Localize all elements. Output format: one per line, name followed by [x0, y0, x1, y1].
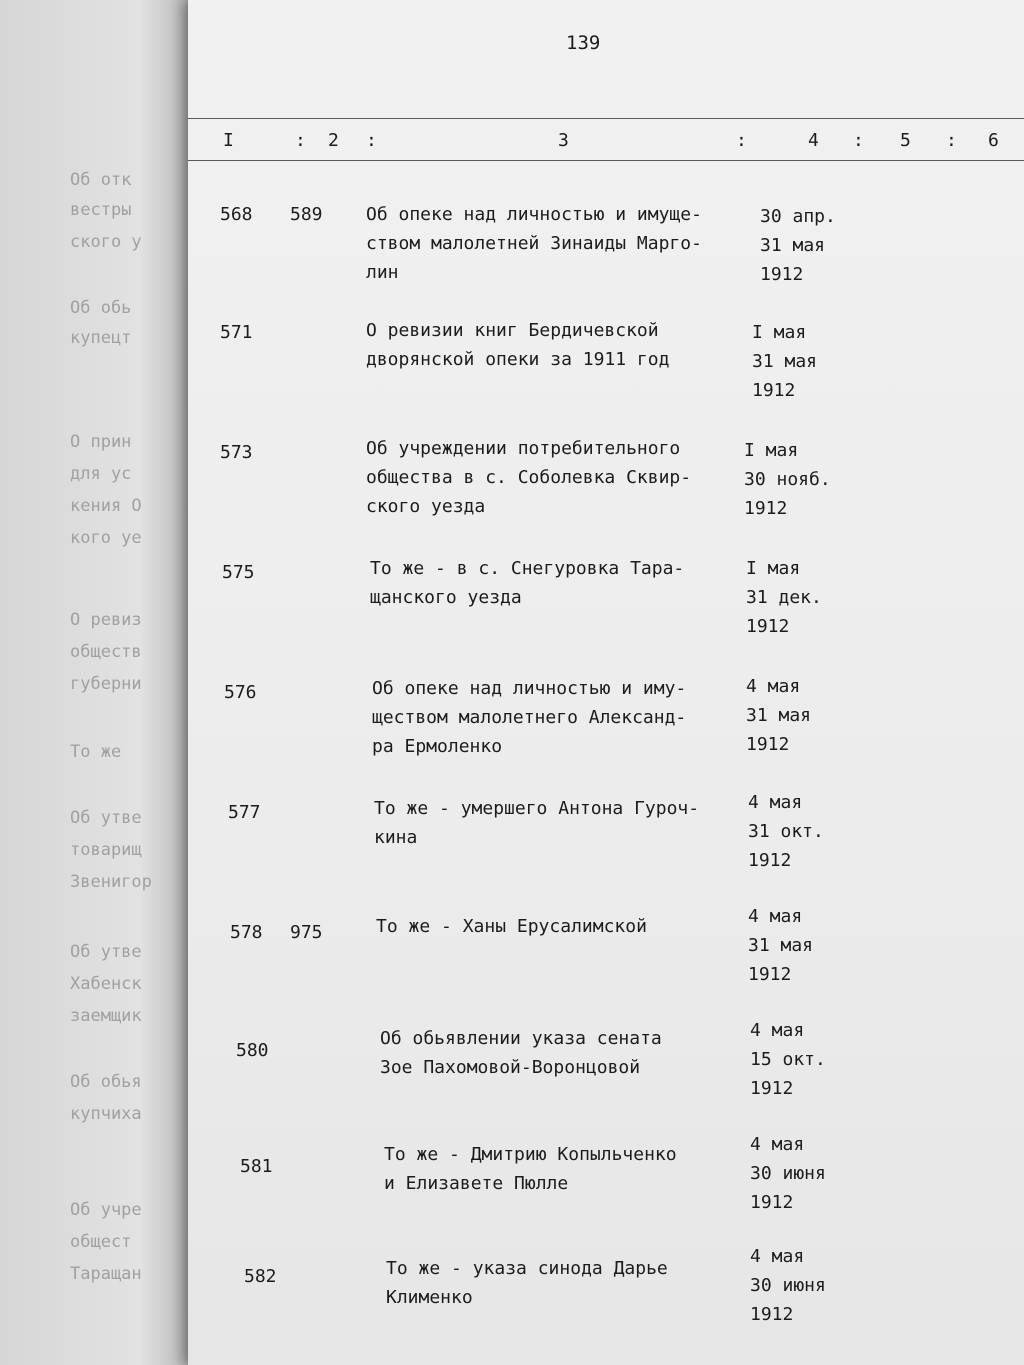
date-end: 30 июня: [750, 1275, 826, 1296]
entry-dates: [744, 436, 831, 523]
date-end: 31 мая: [760, 235, 826, 256]
date-start: 30 апр.: [760, 206, 836, 227]
date-year: 1912: [748, 850, 792, 871]
date-end: 30 нояб.: [744, 469, 831, 490]
description-line: Об опеке над личностью и иму-: [372, 678, 687, 699]
left-page-fragment: Звенигор: [70, 872, 152, 892]
entry-number: 568: [220, 204, 253, 225]
header-col-2: 2: [328, 130, 339, 151]
entry-number: 571: [220, 322, 253, 343]
date-start: I мая: [744, 440, 799, 461]
date-year: 1912: [744, 498, 788, 519]
entry-description: [366, 316, 669, 374]
date-year: 1912: [760, 264, 804, 285]
entry-description: [366, 200, 702, 287]
left-page-fragment: Об обья: [70, 1072, 142, 1092]
header-separator: :: [366, 130, 377, 151]
date-end: 15 окт.: [750, 1049, 826, 1070]
date-start: 4 мая: [750, 1020, 805, 1041]
date-start: 4 мая: [750, 1134, 805, 1155]
entry-number: 580: [236, 1040, 269, 1061]
date-year: 1912: [750, 1078, 794, 1099]
description-line: Об учреждении потребительного: [366, 438, 681, 459]
entry-old-number: 975: [290, 922, 323, 943]
left-page-fragment: Об учре: [70, 1200, 142, 1220]
entry-number: 573: [220, 442, 253, 463]
header-col-5: 5: [900, 130, 911, 151]
entry-dates: [750, 1016, 826, 1103]
entry-dates: [750, 1242, 826, 1329]
description-line: кина: [374, 827, 418, 848]
date-end: 31 окт.: [748, 821, 824, 842]
left-page-fragment: ского у: [70, 232, 142, 252]
left-page-fragment: губерни: [70, 674, 142, 694]
left-page-fragment: Об утве: [70, 808, 142, 828]
left-page-fragment: обществ: [70, 642, 142, 662]
left-page-fragment: купецт: [70, 328, 132, 348]
left-page-fragment: Об обь: [70, 298, 132, 318]
description-line: лин: [366, 262, 399, 283]
entry-number: 578: [230, 922, 263, 943]
entry-old-number: 589: [290, 204, 323, 225]
entry-dates: [746, 554, 822, 641]
description-line: общества в с. Соболевка Сквир-: [366, 467, 692, 488]
date-start: I мая: [752, 322, 807, 343]
entry-dates: [748, 788, 824, 875]
date-end: 30 июня: [750, 1163, 826, 1184]
description-line: ством малолетней Зинаиды Марго-: [366, 233, 702, 254]
left-page-fragment: купчиха: [70, 1104, 142, 1124]
entry-description: [384, 1140, 677, 1198]
description-line: ского уезда: [366, 496, 486, 517]
left-page-fragment: Об отк: [70, 170, 132, 190]
entry-number: 581: [240, 1156, 273, 1177]
header-col-3: 3: [558, 130, 569, 151]
date-end: 31 мая: [748, 935, 814, 956]
entry-description: [372, 674, 686, 761]
date-year: 1912: [746, 616, 790, 637]
left-page-fragment: Таращан: [70, 1264, 142, 1284]
entry-number: 575: [222, 562, 255, 583]
date-start: 4 мая: [746, 676, 801, 697]
left-page-fragment: вестры: [70, 200, 132, 220]
entry-dates: [746, 672, 811, 759]
header-rule-bottom: [188, 160, 1024, 161]
entry-dates: [760, 202, 836, 289]
date-year: 1912: [750, 1192, 794, 1213]
description-line: Зое Пахомовой-Воронцовой: [380, 1057, 641, 1078]
date-year: 1912: [750, 1304, 794, 1325]
left-page-fragment: О ревиз: [70, 610, 142, 630]
date-start: 4 мая: [750, 1246, 805, 1267]
entry-dates: [748, 902, 813, 989]
date-start: I мая: [746, 558, 801, 579]
entry-description: [374, 794, 699, 852]
description-line: ществом малолетнего Александ-: [372, 707, 687, 728]
entry-number: 582: [244, 1266, 277, 1287]
description-line: щанского уезда: [370, 587, 522, 608]
description-line: То же - умершего Антона Гуроч-: [374, 798, 700, 819]
left-page-fragment: кения О: [70, 496, 142, 516]
date-end: 31 мая: [746, 705, 812, 726]
description-line: Об обьявлении указа сената: [380, 1028, 662, 1049]
date-end: 31 мая: [752, 351, 818, 372]
entry-dates: [750, 1130, 826, 1217]
entry-description: [386, 1254, 668, 1312]
date-year: 1912: [752, 380, 796, 401]
header-separator: :: [736, 130, 747, 151]
right-page: [188, 0, 1024, 1365]
left-page-fragment: заемщик: [70, 1006, 142, 1026]
description-line: дворянской опеки за 1911 год: [366, 349, 670, 370]
date-start: 4 мая: [748, 792, 803, 813]
description-line: О ревизии книг Бердичевской: [366, 320, 659, 341]
left-page-edge: [0, 0, 200, 1365]
description-line: Клименко: [386, 1287, 473, 1308]
entry-number: 577: [228, 802, 261, 823]
description-line: То же - указа синода Дарье: [386, 1258, 668, 1279]
page-number: 139: [566, 32, 601, 54]
description-line: Об опеке над личностью и имуще-: [366, 204, 702, 225]
date-start: 4 мая: [748, 906, 803, 927]
entry-description: [366, 434, 691, 521]
entry-description: [380, 1024, 662, 1082]
date-year: 1912: [746, 734, 790, 755]
left-page-fragment: Об утве: [70, 942, 142, 962]
left-page-fragment: О прин: [70, 432, 132, 452]
left-page-fragment: общест: [70, 1232, 132, 1252]
header-rule-top: [188, 118, 1024, 119]
description-line: ра Ермоленко: [372, 736, 503, 757]
description-line: и Елизавете Пюлле: [384, 1173, 569, 1194]
description-line: То же - в с. Снегуровка Тара-: [370, 558, 685, 579]
left-page-fragment: То же: [70, 742, 122, 762]
header-separator: :: [295, 130, 306, 151]
header-col-6: 6: [988, 130, 999, 151]
date-year: 1912: [748, 964, 792, 985]
date-end: 31 дек.: [746, 587, 822, 608]
description-line: То же - Ханы Ерусалимской: [376, 916, 647, 937]
entry-description: [370, 554, 684, 612]
left-page-fragment: кого уе: [70, 528, 142, 548]
header-col-4: 4: [808, 130, 819, 151]
entry-dates: [752, 318, 817, 405]
header-col-1: I: [223, 130, 234, 151]
left-page-fragment: Хабенск: [70, 974, 142, 994]
description-line: То же - Дмитрию Копыльченко: [384, 1144, 677, 1165]
entry-number: 576: [224, 682, 257, 703]
entry-description: [376, 912, 647, 941]
left-page-fragment: для ус: [70, 464, 132, 484]
header-separator: :: [853, 130, 864, 151]
left-page-fragment: товарищ: [70, 840, 142, 860]
header-separator: :: [946, 130, 957, 151]
